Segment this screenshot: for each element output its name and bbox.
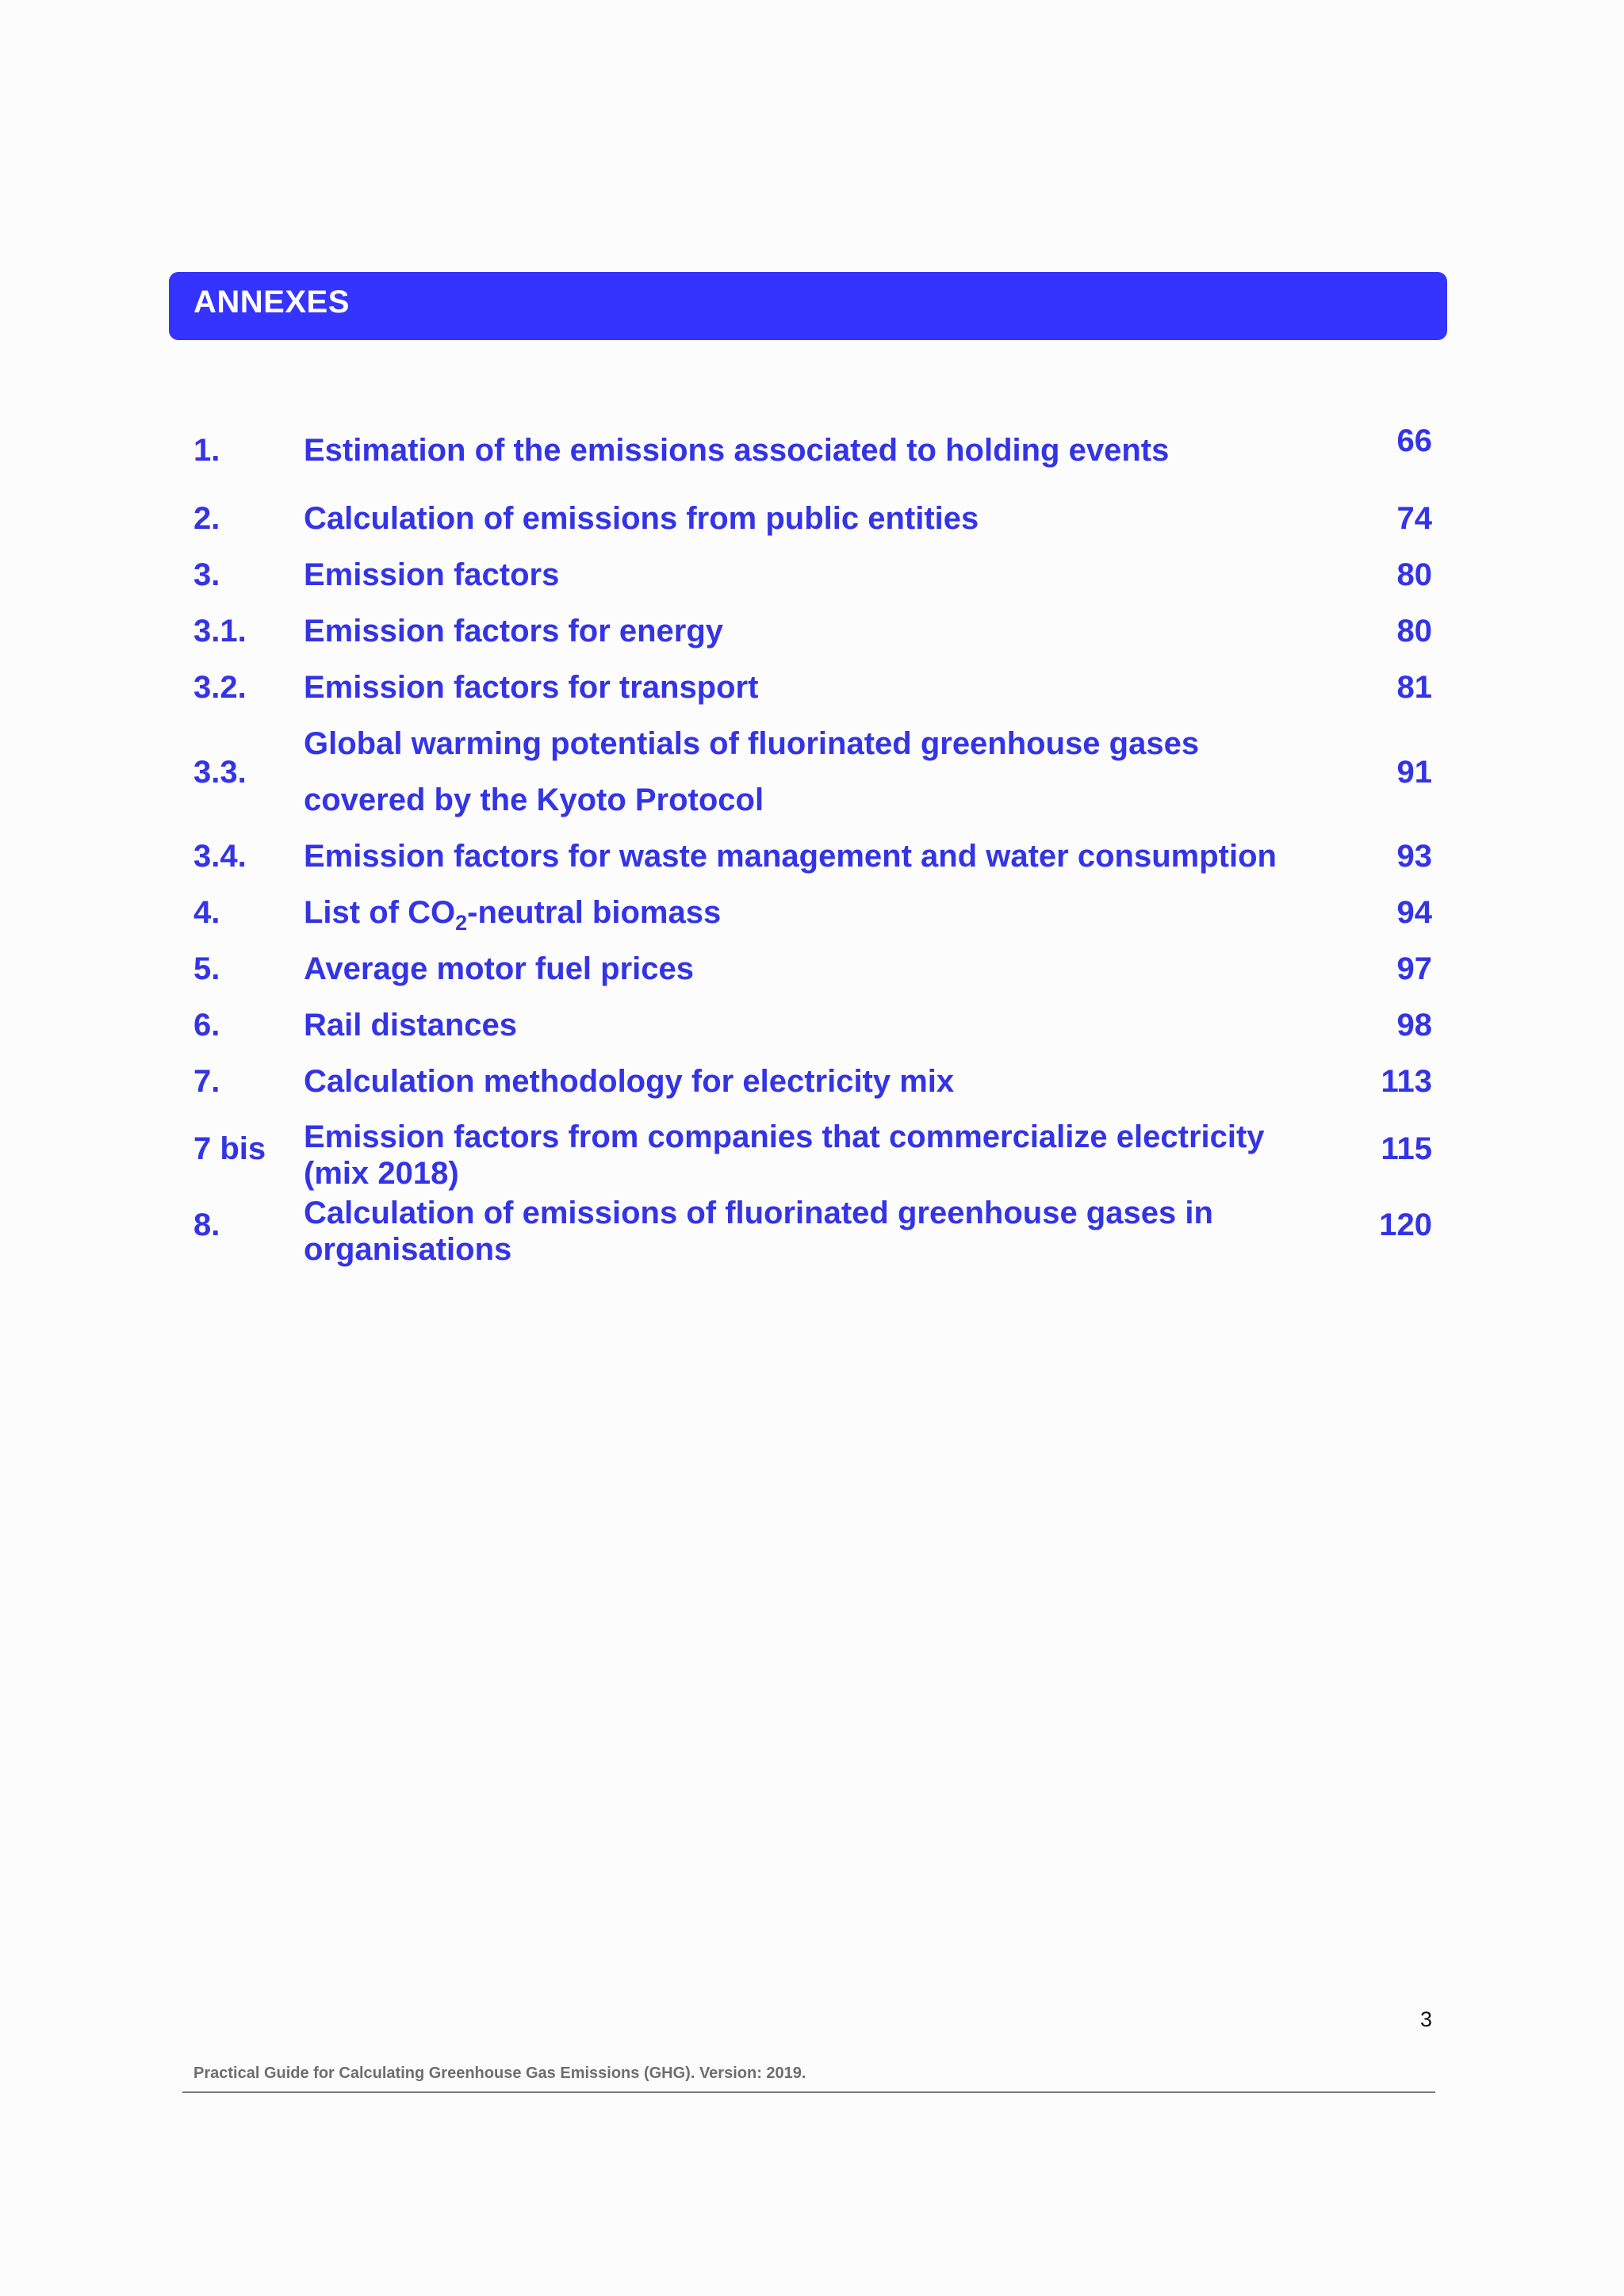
toc-entry-title: [304, 894, 1327, 935]
toc-entry-title: [304, 1195, 1327, 1268]
toc-entry-number: 4.: [193, 895, 220, 930]
toc-entry-number: 2.: [193, 501, 220, 536]
toc-entry-title-text: List of CO: [304, 895, 456, 930]
page-number: 3: [1419, 2007, 1432, 2031]
toc-entry-title: Emission factors for waste management and water consumption: [304, 839, 1277, 874]
annexes-header-bar: [169, 272, 1447, 340]
toc-entry-title-line-2: covered by the Kyoto Protocol: [304, 783, 764, 817]
toc-entry-title: Rail distances: [304, 1008, 518, 1043]
toc-entry-page: 66: [1396, 423, 1432, 458]
toc-entry-number: 1.: [193, 433, 220, 468]
toc-entry-title: Emission factors for transport: [304, 670, 759, 705]
co2-subscript: 2: [455, 911, 468, 935]
toc-entry-page: 91: [1396, 755, 1432, 790]
toc-entry-page: 93: [1396, 839, 1432, 874]
toc-entry-title-line-1: Calculation of emissions of fluorinated greenhouse gases in: [304, 1196, 1213, 1230]
toc-entry-page: 80: [1396, 614, 1432, 649]
toc-entry-title: Average motor fuel prices: [304, 951, 695, 986]
toc-entry-title: Emission factors: [304, 557, 560, 592]
toc-entry-title: Calculation methodology for electricity mix: [304, 1064, 955, 1099]
toc-entry-number: 3.1.: [193, 614, 247, 649]
toc-entry-title: Estimation of the emissions associated to holding events: [304, 433, 1170, 468]
toc-entry-number: 3.3.: [193, 755, 247, 790]
toc-entry-page: 94: [1396, 895, 1432, 930]
toc-entry-page: 115: [1381, 1131, 1432, 1166]
toc-entry-page: 113: [1381, 1064, 1432, 1099]
footer-divider: [182, 2091, 1435, 2093]
footer-text: Practical Guide for Calculating Greenhouse Gas Emissions (GHG). Version: 2019.: [193, 2064, 806, 2082]
toc-entry-number: 8.: [193, 1207, 220, 1242]
toc-entry-title: [304, 725, 1327, 819]
toc-entry-title: Calculation of emissions from public entities: [304, 501, 979, 536]
toc-entry-page: 81: [1396, 670, 1432, 705]
toc-entry-number: 3.2.: [193, 670, 247, 705]
toc-entry-page: 98: [1396, 1008, 1432, 1043]
toc-entry-number: 5.: [193, 951, 220, 986]
toc-entry-number: 7 bis: [193, 1131, 266, 1166]
toc-entry-number: 3.: [193, 557, 220, 592]
toc-entry-title-line-2: organisations: [304, 1232, 512, 1267]
toc-entry-number: 6.: [193, 1008, 220, 1043]
toc-entry-page: 120: [1379, 1207, 1432, 1242]
toc-entry-title-line-2: (mix 2018): [304, 1156, 459, 1191]
toc-entry-number: 3.4.: [193, 839, 247, 874]
annexes-title: ANNEXES: [193, 285, 350, 320]
toc-entry-page: 74: [1396, 501, 1432, 536]
toc-entry-title-line-1: Emission factors from companies that commercialize electricity: [304, 1119, 1265, 1154]
toc-entry-number: 7.: [193, 1064, 220, 1099]
toc-entry-page: 97: [1396, 951, 1432, 986]
toc-entry-title-line-1: Global warming potentials of fluorinated greenhouse gases: [304, 726, 1200, 761]
toc-entry-title: [304, 1119, 1327, 1192]
toc-entry-title: Emission factors for energy: [304, 614, 724, 649]
toc-entry-title-text: -neutral biomass: [467, 895, 722, 930]
toc-entry-page: 80: [1396, 557, 1432, 592]
